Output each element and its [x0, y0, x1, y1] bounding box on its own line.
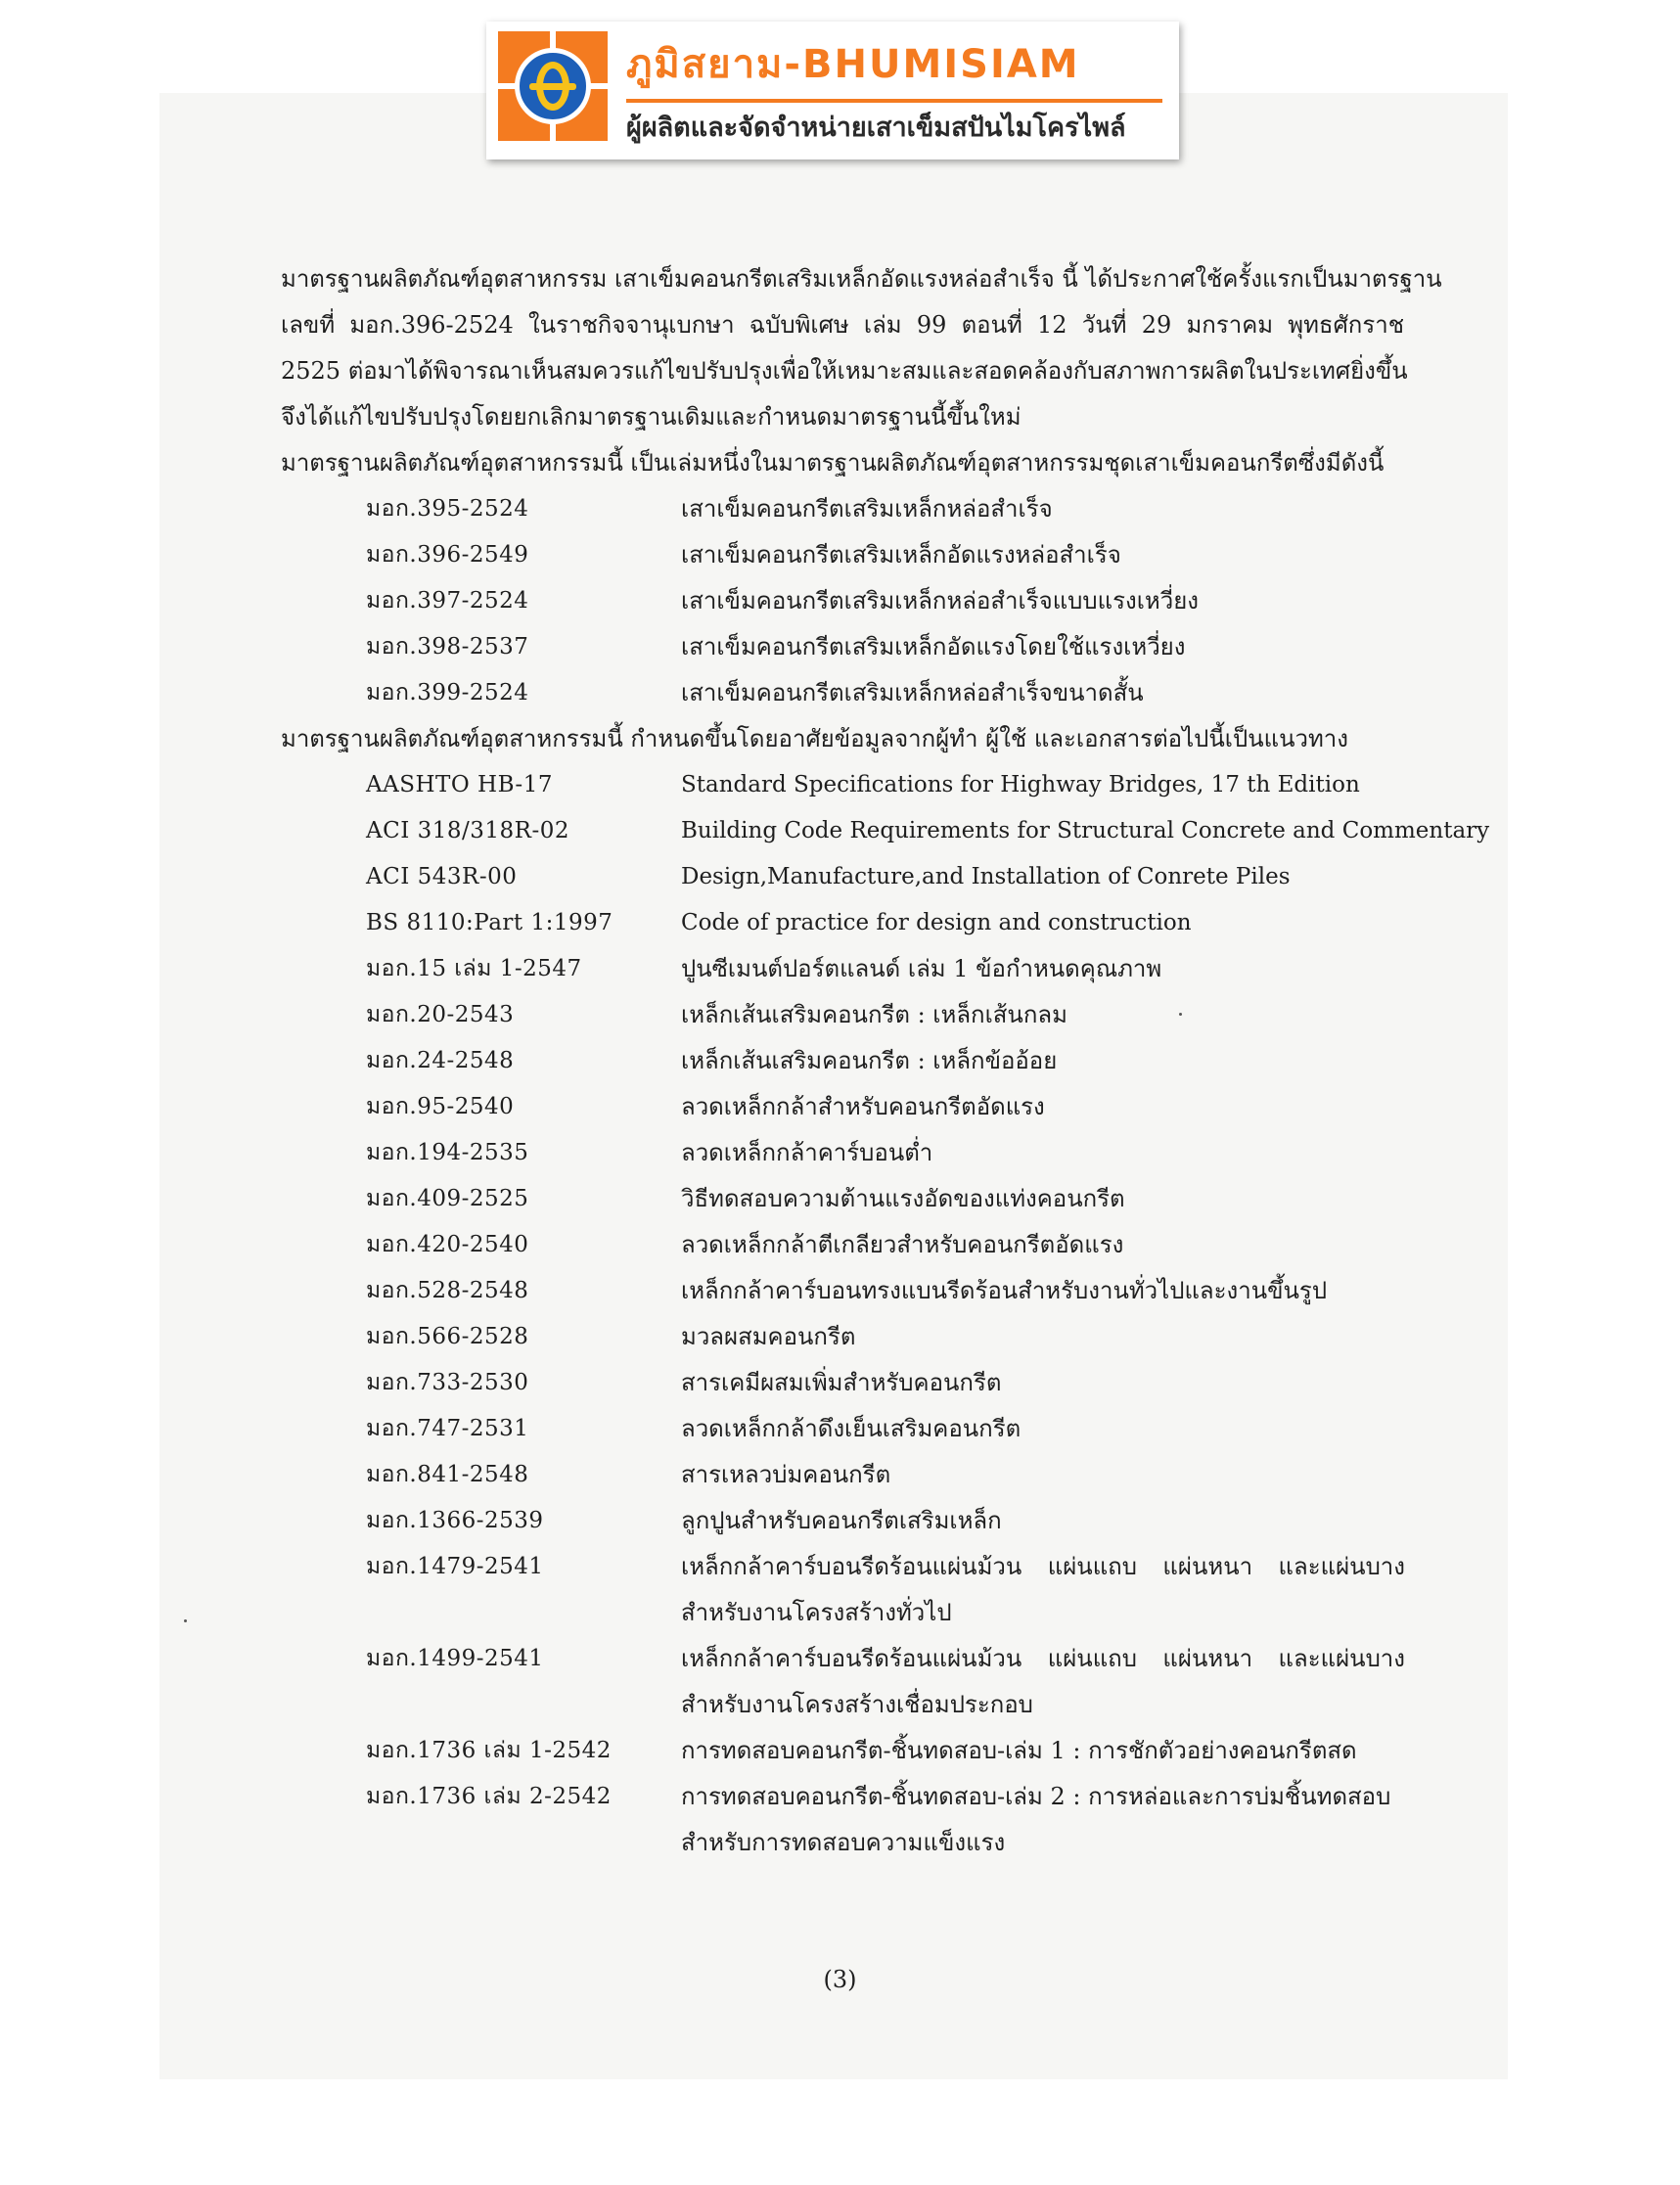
reference-title: เหล็กกล้าคาร์บอนรีดร้อนแผ่นม้วน แผ่นแถบ แผ่นหนา และแผ่นบาง: [681, 1645, 1405, 1672]
intro-paragraph-line: มาตรฐานผลิตภัณฑ์อุตสาหกรรม เสาเข็มคอนกรีตเสริมเหล็กอัดแรงหล่อสำเร็จ นี้ ได้ประกาศใช้ครั้งแรกเป็นมาตรฐาน: [281, 265, 1442, 293]
reference-code: มอก.747-2531: [366, 1416, 529, 1441]
reference-title: Code of practice for design and construction: [681, 910, 1192, 935]
reference-code: มอก.1479-2541: [366, 1554, 544, 1579]
reference-code: BS 8110:Part 1:1997: [366, 910, 613, 935]
intro-paragraph-line: จึงได้แก้ไขปรับปรุงโดยยกเลิกมาตรฐานเดิมและกำหนดมาตรฐานนี้ขึ้นใหม่: [281, 403, 1022, 431]
scan-speck: [184, 1619, 187, 1622]
series-item-title: เสาเข็มคอนกรีตเสริมเหล็กหล่อสำเร็จขนาดสั้น: [681, 679, 1144, 706]
reference-code: มอก.409-2525: [366, 1186, 529, 1211]
reference-code: มอก.95-2540: [366, 1094, 515, 1119]
reference-code: มอก.24-2548: [366, 1048, 515, 1073]
reference-code: มอก.20-2543: [366, 1002, 515, 1027]
reference-title: ลวดเหล็กกล้าดึงเย็นเสริมคอนกรีต: [681, 1415, 1022, 1442]
reference-title: เหล็กเส้นเสริมคอนกรีต : เหล็กข้ออ้อย: [681, 1047, 1058, 1074]
reference-title: ลวดเหล็กกล้าคาร์บอนต่ำ: [681, 1139, 933, 1166]
reference-title: Building Code Requirements for Structural Concrete and Commentary: [681, 818, 1490, 843]
scan-speck: [1179, 1013, 1182, 1016]
reference-title: สารเหลวบ่มคอนกรีต: [681, 1461, 891, 1488]
reference-title: ลูกปูนสำหรับคอนกรีตเสริมเหล็ก: [681, 1507, 1002, 1534]
reference-code: ACI 318/318R-02: [366, 818, 570, 843]
reference-title: การทดสอบคอนกรีต-ชิ้นทดสอบ-เล่ม 2 : การหล่อและการบ่มชิ้นทดสอบ: [681, 1783, 1391, 1810]
reference-code: AASHTO HB-17: [366, 772, 553, 797]
reference-title: เหล็กกล้าคาร์บอนทรงแบนรีดร้อนสำหรับงานทั่วไปและงานขึ้นรูป: [681, 1277, 1328, 1304]
reference-code: มอก.841-2548: [366, 1462, 529, 1487]
series-intro: มาตรฐานผลิตภัณฑ์อุตสาหกรรมนี้ เป็นเล่มหนึ่งในมาตรฐานผลิตภัณฑ์อุตสาหกรรมชุดเสาเข็มคอนกรีตซึ่งมีดังนี้: [281, 449, 1385, 477]
logo-divider: [626, 99, 1162, 103]
reference-code: มอก.733-2530: [366, 1370, 529, 1395]
company-name: ภูมิสยาม-BHUMISIAM: [626, 42, 1080, 87]
reference-title: ปูนซีเมนต์ปอร์ตแลนด์ เล่ม 1 ข้อกำหนดคุณภาพ: [681, 955, 1162, 982]
reference-code: มอก.528-2548: [366, 1278, 529, 1303]
reference-title: Design,Manufacture,and Installation of Conrete Piles: [681, 864, 1291, 889]
reference-title: เหล็กกล้าคาร์บอนรีดร้อนแผ่นม้วน แผ่นแถบ แผ่นหนา และแผ่นบาง: [681, 1553, 1405, 1580]
reference-title: ลวดเหล็กกล้าสำหรับคอนกรีตอัดแรง: [681, 1093, 1045, 1120]
reference-code: มอก.15 เล่ม 1-2547: [366, 956, 582, 981]
series-item-code: มอก.395-2524: [366, 496, 529, 522]
series-item-code: มอก.397-2524: [366, 588, 529, 614]
series-item-title: เสาเข็มคอนกรีตเสริมเหล็กอัดแรงหล่อสำเร็จ: [681, 541, 1121, 569]
reference-code: ACI 543R-00: [366, 864, 518, 889]
reference-title-continued: สำหรับงานโครงสร้างทั่วไป: [681, 1599, 952, 1626]
reference-title-continued: สำหรับการทดสอบความแข็งแรง: [681, 1829, 1006, 1856]
intro-paragraph-line: 2525 ต่อมาได้พิจารณาเห็นสมควรแก้ไขปรับปรุงเพื่อให้เหมาะสมและสอดคล้องกับสภาพการผลิตในประเทศยิ่งขึ้น: [281, 357, 1408, 385]
references-intro: มาตรฐานผลิตภัณฑ์อุตสาหกรรมนี้ กำหนดขึ้นโดยอาศัยข้อมูลจากผู้ทำ ผู้ใช้ และเอกสารต่อไปนี้เป็นแนวทาง: [281, 725, 1348, 752]
series-item-title: เสาเข็มคอนกรีตเสริมเหล็กอัดแรงโดยใช้แรงเหวี่ยง: [681, 633, 1186, 660]
reference-title: มวลผสมคอนกรีต: [681, 1323, 856, 1350]
reference-code: มอก.1499-2541: [366, 1646, 544, 1671]
reference-code: มอก.194-2535: [366, 1140, 529, 1165]
series-item-title: เสาเข็มคอนกรีตเสริมเหล็กหล่อสำเร็จ: [681, 495, 1053, 523]
reference-code: มอก.420-2540: [366, 1232, 529, 1257]
company-logo-banner: [486, 22, 1179, 159]
reference-code: มอก.566-2528: [366, 1324, 529, 1349]
reference-code: มอก.1736 เล่ม 1-2542: [366, 1738, 612, 1763]
series-item-code: มอก.396-2549: [366, 542, 529, 568]
intro-paragraph-line: เลขที่ มอก.396-2524 ในราชกิจจานุเบกษา ฉบับพิเศษ เล่ม 99 ตอนที่ 12 วันที่ 29 มกราคม พุทธศักราช: [281, 311, 1404, 339]
reference-title: สารเคมีผสมเพิ่มสำหรับคอนกรีต: [681, 1369, 1002, 1396]
reference-code: มอก.1366-2539: [366, 1508, 544, 1533]
reference-title: วิธีทดสอบความต้านแรงอัดของแท่งคอนกรีต: [681, 1185, 1125, 1212]
series-item-code: มอก.398-2537: [366, 634, 529, 660]
reference-title: Standard Specifications for Highway Bridges, 17 th Edition: [681, 772, 1360, 797]
reference-code: มอก.1736 เล่ม 2-2542: [366, 1784, 612, 1809]
company-tagline: ผู้ผลิตและจัดจำหน่ายเสาเข็มสปันไมโครไพล์: [626, 113, 1126, 143]
reference-title-continued: สำหรับงานโครงสร้างเชื่อมประกอบ: [681, 1691, 1033, 1718]
series-item-title: เสาเข็มคอนกรีตเสริมเหล็กหล่อสำเร็จแบบแรงเหวี่ยง: [681, 587, 1199, 615]
reference-title: การทดสอบคอนกรีต-ชิ้นทดสอบ-เล่ม 1 : การชักตัวอย่างคอนกรีตสด: [681, 1737, 1357, 1764]
company-emblem-icon: [498, 31, 608, 141]
series-item-code: มอก.399-2524: [366, 680, 529, 706]
reference-title: ลวดเหล็กกล้าตีเกลียวสำหรับคอนกรีตอัดแรง: [681, 1231, 1124, 1258]
reference-title: เหล็กเส้นเสริมคอนกรีต : เหล็กเส้นกลม: [681, 1001, 1067, 1028]
page-number: (3): [823, 1966, 857, 1993]
